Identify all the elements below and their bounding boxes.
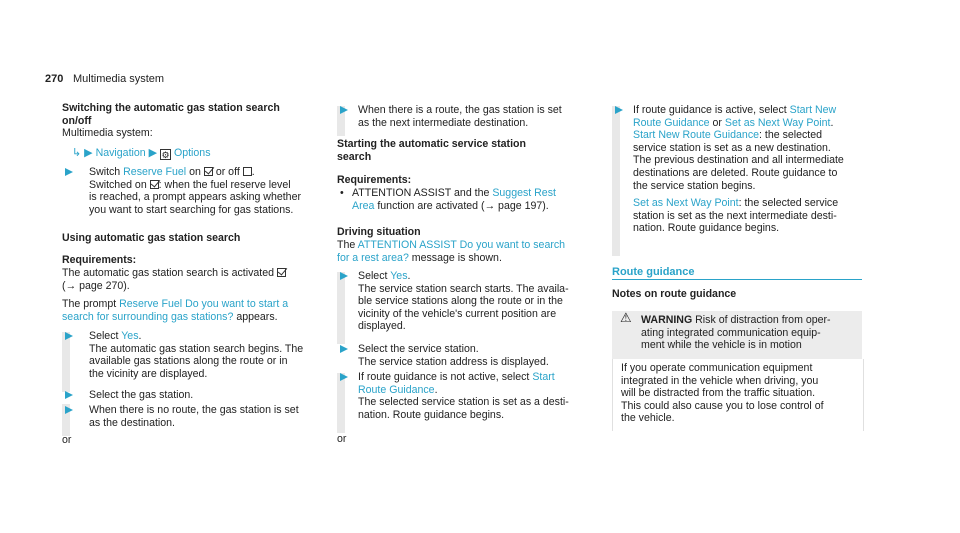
text: The previous destination and all intermediate	[633, 154, 844, 167]
text: If route guidance is not active, select	[358, 371, 530, 383]
driving-situation-label: Driving situation	[337, 226, 421, 238]
text: as the destination.	[89, 416, 175, 429]
text: The service station address is displayed.	[358, 355, 549, 368]
text: Switched on	[89, 178, 147, 191]
notes-heading: Notes on route guidance	[612, 288, 737, 300]
warning-box	[612, 311, 862, 359]
step-select-yes	[340, 270, 600, 333]
bullet-icon: •	[340, 187, 344, 199]
text: The service station search starts. The availa-	[358, 282, 569, 295]
text: nation. Route guidance begins.	[633, 222, 780, 235]
text: If route guidance is active, select	[633, 104, 787, 116]
heading-service-station	[337, 138, 526, 163]
text: .	[407, 270, 411, 282]
text: If you operate communication equipment	[621, 362, 813, 374]
step-start-route-guidance	[340, 371, 600, 421]
requirements-label: Requirements:	[62, 254, 137, 266]
yes-label: Yes	[390, 270, 408, 282]
return-arrow-icon: ↳	[72, 147, 82, 159]
text: The	[337, 239, 356, 251]
reserve-fuel-label: Reserve Fuel	[123, 166, 187, 178]
text: When there is a route, the gas station is set	[358, 104, 562, 116]
text: : when the fuel reserve level	[158, 178, 291, 191]
step-arrow-icon	[340, 345, 348, 353]
start-new-route-guidance-label: Route Guidance	[633, 116, 710, 129]
page-reference: (→ page 270).	[62, 280, 130, 292]
text: the vehicle.	[621, 412, 675, 425]
text: ment while the vehicle is in motion	[641, 339, 802, 352]
section-divider	[612, 279, 862, 280]
requirement-bullet	[340, 187, 600, 212]
text: on	[189, 166, 201, 178]
set-as-next-way-point-label: Set as Next Way Point	[633, 197, 739, 210]
text: ATTENTION ASSIST and the	[352, 187, 490, 199]
attention-assist-message: ATTENTION ASSIST Do you want to search	[357, 239, 566, 251]
section-title: Multimedia system	[73, 73, 165, 85]
or-label: or	[62, 434, 72, 446]
checkbox-empty-icon	[243, 167, 252, 176]
heading-line: search	[337, 150, 372, 163]
text: integrated in the vehicle when driving, you	[621, 374, 819, 387]
text: you want to start searching for gas stations.	[89, 203, 294, 216]
situation-text	[337, 239, 565, 252]
yes-label: Yes	[121, 330, 139, 342]
step-arrow-icon	[65, 168, 73, 176]
situation-text-2	[337, 252, 502, 265]
heading-line: on/off	[62, 114, 92, 127]
text: Select the service station.	[358, 343, 479, 355]
warning-body-text	[621, 362, 824, 425]
text: The automatic gas station search begins. The	[89, 342, 304, 355]
step-route-exists	[340, 104, 600, 129]
step-arrow-icon	[65, 406, 73, 414]
suggest-rest-area-label: Suggest Rest	[492, 187, 556, 199]
text: Switch	[89, 166, 121, 178]
gear-icon: ⚙	[161, 150, 170, 160]
text: Select the gas station.	[89, 389, 194, 401]
set-as-next-way-point-label: Set as Next Way Point	[724, 116, 831, 129]
path-navigation: Navigation	[95, 147, 146, 159]
warning-text	[641, 314, 861, 352]
requirement-text	[62, 267, 286, 280]
heading-using: Using automatic gas station search	[62, 232, 241, 244]
heading-line: Starting the automatic service station	[337, 138, 526, 150]
checkbox-checked-icon	[204, 167, 213, 176]
start-route-guidance-label: Route Guidance	[358, 383, 435, 396]
text: .	[138, 330, 142, 342]
step-no-route	[65, 404, 325, 429]
text: The automatic gas station search is activated	[62, 267, 274, 279]
step-arrow-icon	[340, 373, 348, 381]
step-select-service-station	[340, 343, 600, 368]
heading-switching	[62, 102, 280, 127]
prompt-text	[62, 298, 288, 311]
text: nation. Route guidance begins.	[358, 408, 505, 421]
text: station is set as the next intermediate desti-	[633, 209, 837, 222]
text: or	[712, 116, 722, 129]
text: displayed.	[358, 320, 406, 333]
text: or off	[215, 166, 240, 178]
text: The selected service station is set as a desti-	[358, 396, 569, 409]
prompt-message: Reserve Fuel Do you want to start a	[119, 298, 289, 310]
text: the service station begins.	[633, 179, 756, 192]
step-arrow-icon	[65, 391, 73, 399]
requirements-label: Requirements:	[337, 174, 412, 186]
text: .	[434, 383, 438, 396]
text: ating integrated communication equip-	[641, 326, 821, 339]
step-select-yes	[65, 330, 325, 380]
text: the vicinity are displayed.	[89, 367, 208, 380]
step-arrow-icon	[615, 106, 623, 114]
text: ble service stations along the route or in the	[358, 295, 563, 308]
text: When there is no route, the gas station is set	[89, 404, 299, 416]
warning-label: WARNING	[641, 314, 693, 326]
step-switch-reserve-fuel	[65, 166, 325, 216]
text: : the selected service	[738, 197, 839, 210]
text: .	[830, 116, 834, 129]
text: Select	[358, 270, 388, 282]
start-new-route-guidance-label: Start New Route Guidance	[633, 129, 760, 142]
text: as the next intermediate destination.	[358, 116, 529, 129]
warning-icon: ⚠	[620, 310, 632, 325]
text: appears.	[236, 311, 278, 323]
text: The prompt	[62, 298, 117, 310]
route-guidance-heading: Route guidance	[612, 266, 695, 278]
prompt-text-2	[62, 311, 278, 324]
menu-path-label: Multimedia system:	[62, 127, 153, 139]
text: available gas stations along the route or in	[89, 355, 288, 368]
heading-line: Switching the automatic gas station search	[62, 102, 280, 114]
or-label: or	[337, 433, 347, 445]
start-route-guidance-label: Start	[532, 371, 555, 383]
forward-icon: ▶	[84, 147, 93, 159]
step-arrow-icon	[65, 332, 73, 340]
text: Select	[89, 330, 119, 342]
text: message is shown.	[411, 252, 502, 264]
step-select-station	[65, 389, 325, 402]
text: This could also cause you to lose control of	[621, 399, 824, 412]
checkbox-checked-icon	[150, 180, 159, 189]
text: destinations are deleted. Route guidance to	[633, 166, 838, 179]
prompt-message: search for surrounding gas stations?	[62, 311, 234, 323]
page-number: 270	[45, 73, 64, 85]
menu-path	[72, 147, 211, 160]
text: is reached, a prompt appears asking whether	[89, 191, 301, 204]
text: vicinity of the vehicle's current position are	[358, 307, 557, 320]
text: : the selected	[759, 129, 823, 142]
step-arrow-icon	[340, 106, 348, 114]
text: function are activated (→ page 197).	[377, 199, 549, 212]
text: service station is set as a new destination.	[633, 141, 831, 154]
step-route-active	[615, 104, 875, 235]
start-new-route-guidance-label: Start New	[789, 104, 837, 116]
forward-icon: ▶	[148, 147, 158, 159]
text: .	[251, 166, 255, 178]
warning-body	[612, 359, 864, 431]
path-options: Options	[173, 147, 211, 159]
step-arrow-icon	[340, 272, 348, 280]
text: will be distracted from the traffic situation.	[621, 387, 816, 400]
text: Risk of distraction from oper-	[695, 314, 831, 326]
attention-assist-message: for a rest area?	[337, 252, 409, 264]
suggest-rest-area-label: Area	[352, 199, 375, 212]
checkbox-checked-icon	[277, 268, 286, 277]
